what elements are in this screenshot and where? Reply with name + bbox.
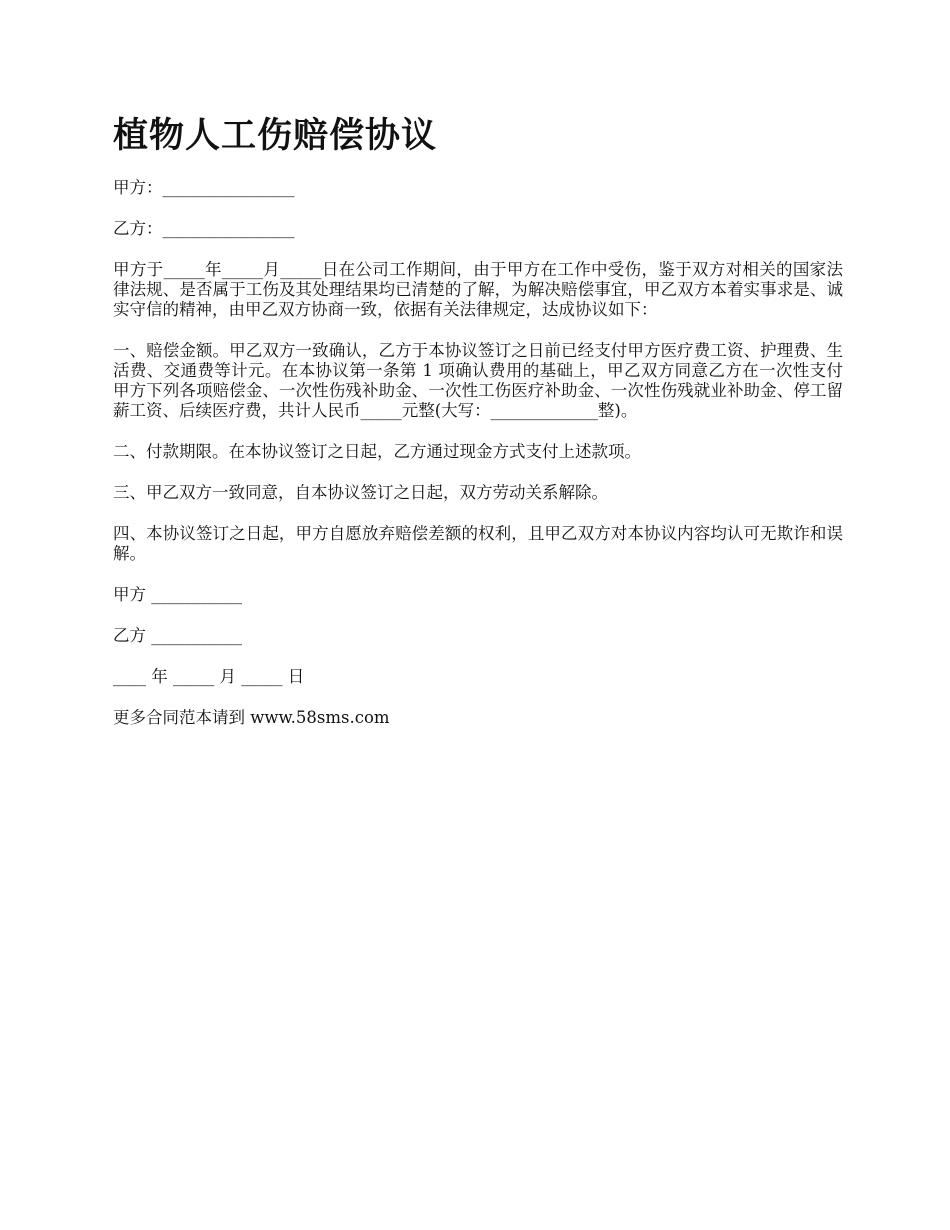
document-title: 植物人工伤赔偿协议 xyxy=(113,116,438,156)
document-page xyxy=(113,112,843,728)
party-b-line: 乙方：________________ xyxy=(113,219,295,238)
signature-date: ____ 年 _____ 月 _____ 日 xyxy=(113,667,305,686)
signature-party-b: 乙方 ___________ xyxy=(113,626,242,645)
intro-paragraph: 甲方于_____年_____月_____日在公司工作期间，由于甲方在工作中受伤，鉴于双方对相关的国家法律法规、是否属于工伤及其处理结果均已清楚的了解，为解决赔偿事宜，甲乙双方本着实事求是、诚实守信的精神，由甲乙双方协商一致，依据有关法律规定，达成协议如下： xyxy=(113,260,843,319)
signature-party-a: 甲方 ___________ xyxy=(113,585,242,604)
clause-4-waiver: 四、本协议签订之日起，甲方自愿放弃赔偿差额的权利，且甲乙双方对本协议内容均认可无欺诈和误解。 xyxy=(113,524,843,563)
clause-3-termination: 三、甲乙双方一致同意，自本协议签订之日起，双方劳动关系解除。 xyxy=(113,483,608,502)
clause-2-payment-term: 二、付款期限。在本协议签订之日起，乙方通过现金方式支付上述款项。 xyxy=(113,442,641,461)
more-templates-link[interactable]: 更多合同范本请到 www.58sms.com xyxy=(113,708,390,727)
party-a-line: 甲方：________________ xyxy=(113,178,295,197)
clause-1-compensation: 一、赔偿金额。甲乙双方一致确认，乙方于本协议签订之日前已经支付甲方医疗费工资、护理费、生活费、交通费等计元。在本协议第一条第 1 项确认费用的基础上，甲乙双方同意乙方在一次性支付甲方下列各项赔偿金、一次性伤残补助金、一次性工伤医疗补助金、一次性伤残就业补助金、停工留薪工资、后续医疗费，共计人民币_____元整(大写：_____________整)。 xyxy=(113,341,843,420)
